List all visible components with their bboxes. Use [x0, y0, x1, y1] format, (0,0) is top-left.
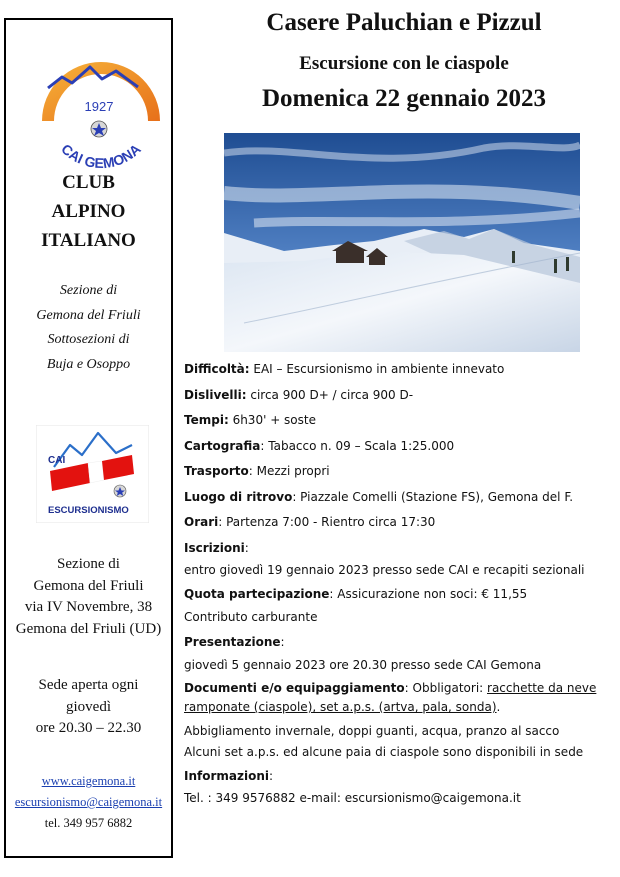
- cai-escursionismo-logo: [36, 425, 149, 523]
- opening-line: Sede aperta ogni: [38, 677, 139, 693]
- page-subtitle: Escursione con le ciaspole: [299, 53, 509, 74]
- detail-iscrizioni-text: entro giovedì 19 gennaio 2023 presso sede CAI e recapiti sezionali: [184, 563, 585, 577]
- address-line: Gemona del Friuli: [33, 577, 144, 594]
- detail-tempi: Tempi: 6h30' + soste: [184, 413, 316, 427]
- detail-documenti-line2: Abbigliamento invernale, doppi guanti, acqua, pranzo al sacco: [184, 724, 560, 738]
- sezione-line: Sottosezioni di: [47, 332, 130, 347]
- email-link[interactable]: escursionismo@caigemona.it: [14, 795, 163, 809]
- detail-difficolta: Difficoltà: EAI – Escursionismo in ambiente innevato: [184, 362, 505, 376]
- opening-line: ore 20.30 – 22.30: [35, 720, 142, 736]
- sezione-line: Sezione di: [59, 283, 118, 298]
- address-line: Gemona del Friuli (UD): [15, 620, 162, 637]
- detail-quota-line2: Contributo carburante: [184, 609, 318, 624]
- esc-logo-label: ESCURSIONISMO: [48, 505, 129, 516]
- club-name: [6, 168, 171, 255]
- snow-landscape-photo: [224, 133, 580, 352]
- opening-hours: [6, 675, 171, 740]
- sezione-line: Buja e Osoppo: [46, 356, 131, 372]
- detail-informazioni-text: Tel. : 349 9576882 e-mail: escursionismo@caigemona.it: [184, 791, 521, 805]
- detail-informazioni: Informazioni:: [184, 768, 274, 783]
- detail-orari: Orari: Partenza 7:00 - Rientro circa 17:30: [184, 515, 436, 529]
- detail-documenti: Documenti e/o equipaggiamento: Obbligatori: racchette da neve ramponate (ciaspole), set a.p.s. (artva, pala, sonda).: [184, 681, 597, 714]
- address-line: Sezione di: [57, 556, 120, 572]
- sezione-line: Gemona del Friuli: [36, 307, 141, 323]
- logo-name: CAI GEMONA: [58, 140, 144, 171]
- contacts: [6, 771, 171, 834]
- event-details: [184, 358, 609, 810]
- detail-dislivelli: Dislivelli: circa 900 D+ / circa 900 D-: [184, 387, 414, 402]
- detail-quota: Quota partecipazione: Assicurazione non soci: € 11,55: [184, 587, 528, 601]
- cai-gemona-logo: [36, 41, 166, 171]
- sezione-info: [6, 279, 171, 377]
- logo-year: 1927: [84, 99, 114, 114]
- opening-line: giovedì: [66, 698, 111, 715]
- event-date: Domenica 22 gennaio 2023: [261, 85, 547, 112]
- detail-presentazione: Presentazione:: [184, 635, 285, 649]
- sidebar: [4, 18, 173, 858]
- page-title: Casere Paluchian e Pizzul: [266, 9, 542, 36]
- detail-documenti-line3: Alcuni set a.p.s. ed alcune paia di ciaspole sono disponibili in sede: [184, 744, 584, 759]
- detail-presentazione-text: giovedì 5 gennaio 2023 ore 20.30 presso sede CAI Gemona: [184, 657, 542, 672]
- phone-number: tel. 349 957 6882: [44, 816, 133, 830]
- address-line: via IV Novembre, 38: [24, 599, 153, 615]
- website-link[interactable]: www.caigemona.it: [41, 774, 136, 788]
- club-line: CLUB: [62, 172, 115, 193]
- detail-iscrizioni: Iscrizioni:: [184, 540, 249, 555]
- detail-ritrovo: Luogo di ritrovo: Piazzale Comelli (Stazione FS), Gemona del F.: [184, 489, 574, 504]
- club-line: ALPINO: [51, 201, 126, 222]
- club-line: ITALIANO: [41, 230, 136, 251]
- detail-trasporto: Trasporto: Mezzi propri: [184, 464, 330, 478]
- esc-logo-cai: CAI: [48, 455, 66, 466]
- detail-cartografia: Cartografia: Tabacco n. 09 – Scala 1:25.000: [184, 438, 455, 453]
- address-block: [6, 554, 171, 640]
